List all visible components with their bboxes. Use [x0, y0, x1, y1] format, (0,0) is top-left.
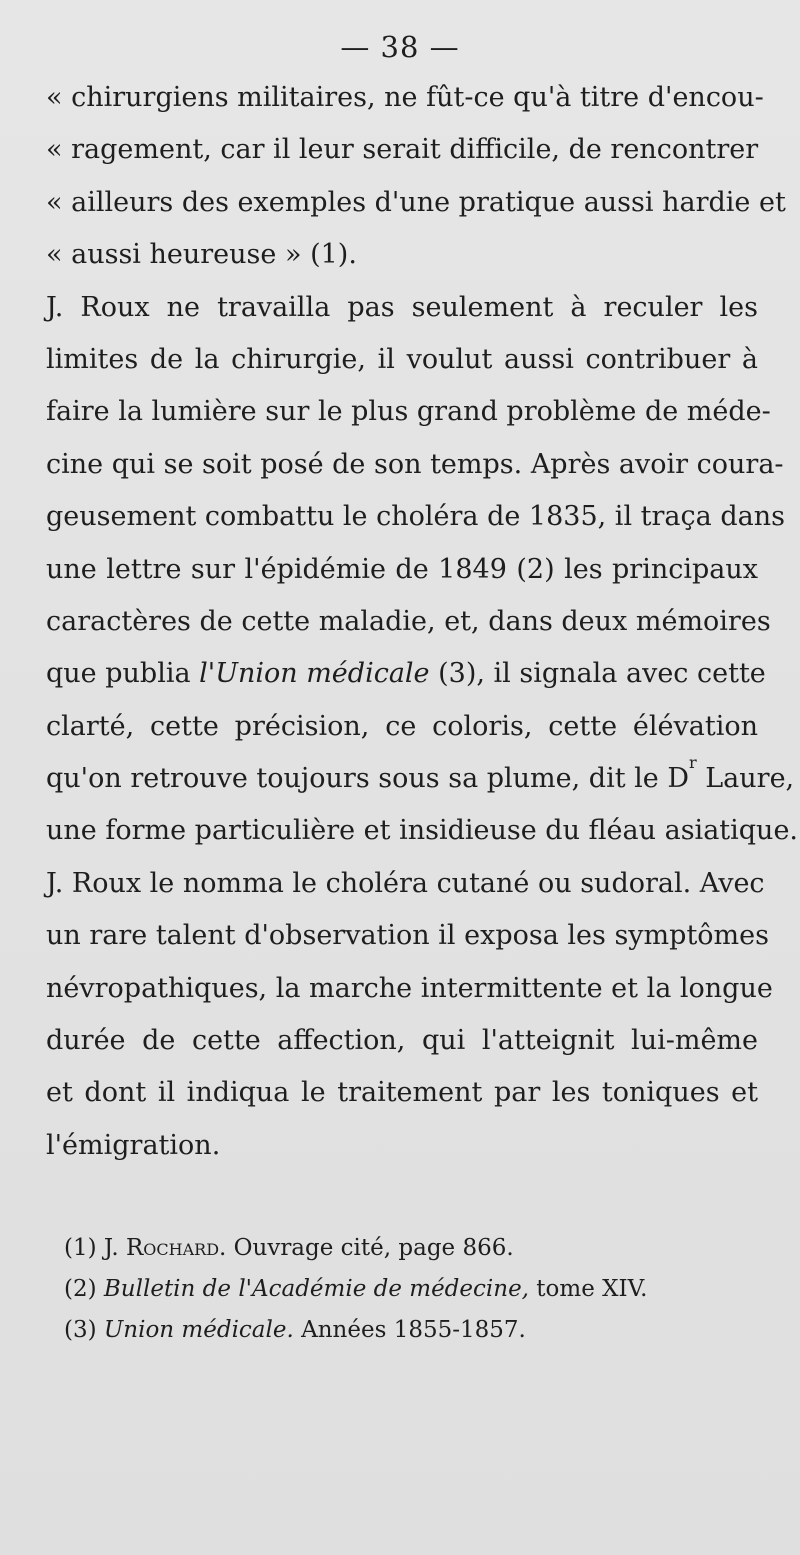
text-segment: Laure, — [696, 763, 795, 795]
text-line: « ailleurs des exemples d'une pratique aussi hardie et — [46, 186, 786, 218]
page-number: — 38 — — [340, 30, 460, 64]
text-line: durée de cette affection, qui l'atteignit lui-même — [46, 1025, 758, 1057]
text-line: limites de la chirurgie, il voulut aussi contribuer à — [46, 343, 758, 375]
footnote-title: Bulletin de l'Académie de médecine, — [103, 1276, 529, 1302]
footnote — [64, 1310, 704, 1351]
journal-title: l'Union médicale — [199, 658, 430, 690]
text-line: clarté, cette précision, ce coloris, cette élévation — [46, 710, 758, 742]
footnote-author: J. Rochard. — [103, 1235, 227, 1261]
text-line — [46, 753, 795, 805]
text-line: geusement combattu le choléra de 1835, il traça dans — [46, 501, 785, 533]
footnote — [64, 1269, 704, 1310]
text-line: J. Roux le nomma le choléra cutané ou sudoral. Avec — [46, 867, 765, 899]
footnotes — [64, 1228, 704, 1351]
text-line: l'émigration. — [46, 1129, 221, 1161]
text-segment: que publia — [46, 658, 200, 690]
footnote-marker: (3) — [64, 1317, 97, 1343]
text-line: un rare talent d'observation il exposa les symptômes — [46, 920, 769, 952]
superscript: r — [689, 753, 697, 773]
text-segment: (3), il signala avec cette — [429, 658, 766, 690]
text-line: « chirurgiens militaires, ne fût-ce qu'à titre d'encou- — [46, 82, 764, 113]
footnote-marker: (2) — [64, 1276, 97, 1302]
text-line — [46, 648, 766, 700]
text-line: « ragement, car il leur serait difficile, de rencontrer — [46, 134, 759, 166]
text-line: cine qui se soit posé de son temps. Après avoir coura- — [46, 448, 784, 480]
text-line: J. Roux ne travailla pas seulement à reculer les — [46, 291, 758, 323]
text-line: névropathiques, la marche intermittente et la longue — [46, 972, 773, 1004]
footnote — [64, 1228, 704, 1269]
footnote-text: Années 1855-1857. — [293, 1317, 526, 1343]
text-line: une forme particulière et insidieuse du fléau asiatique. — [46, 815, 799, 847]
text-line: faire la lumière sur le plus grand problème de méde- — [46, 396, 771, 428]
text-line: « aussi heureuse » (1). — [46, 239, 357, 271]
body-text — [46, 72, 799, 1172]
text-line: et dont il indiqua le traitement par les toniques et — [46, 1077, 758, 1109]
footnote-text: Ouvrage cité, page 866. — [226, 1235, 514, 1261]
footnote-text: tome XIV. — [529, 1276, 648, 1302]
footnote-title: Union médicale. — [103, 1317, 294, 1343]
text-segment: qu'on retrouve toujours sous sa plume, dit le D — [46, 763, 690, 795]
text-line: caractères de cette maladie, et, dans deux mémoires — [46, 605, 771, 637]
footnote-marker: (1) — [64, 1235, 97, 1261]
text-line: une lettre sur l'épidémie de 1849 (2) les principaux — [46, 553, 758, 585]
